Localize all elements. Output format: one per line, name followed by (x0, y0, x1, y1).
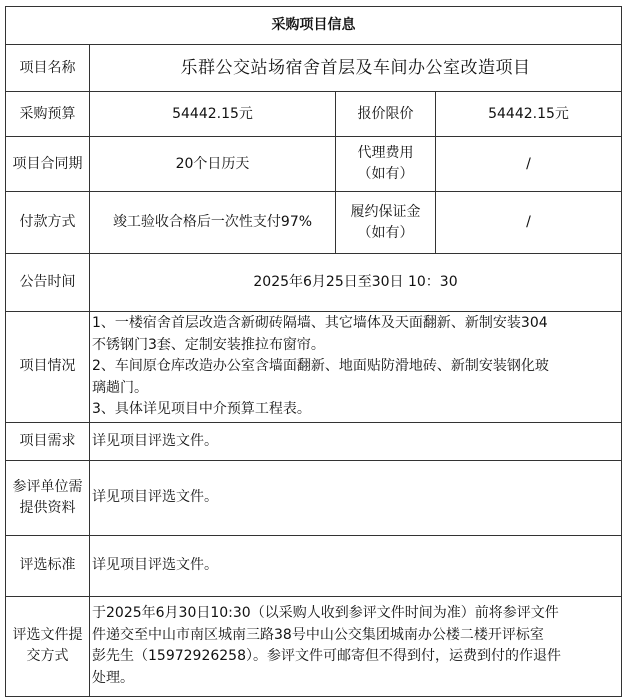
performance-bond-value: / (436, 192, 622, 254)
agent-fee-label-line1: 代理费用 (357, 145, 414, 161)
submission-label (6, 596, 90, 696)
table-row (6, 422, 622, 460)
procurement-info-table (5, 6, 622, 697)
submission-line: 彭先生（15972926258）。参评文件可邮寄但不得到付，运费到付的作退件 (92, 648, 561, 664)
table-row (6, 535, 622, 596)
submission-value (90, 596, 622, 696)
situation-line: 不锈钢门3套、定制安装推拉布窗帘。 (92, 336, 325, 353)
project-name-label: 项目名称 (6, 45, 90, 92)
table-row (6, 460, 622, 535)
table-row (6, 92, 622, 137)
project-name-value: 乐群公交站场宿舍首层及车间办公室改造项目 (90, 45, 622, 92)
materials-label-line2: 提供资料 (19, 499, 76, 516)
table-row (6, 254, 622, 312)
materials-label (6, 460, 90, 535)
situation-line: 1、一楼宿舍首层改造含新砌砖隔墙、其它墙体及天面翻新、新制安装304 (92, 315, 548, 331)
submission-line: 件递交至中山市南区城南三路38号中山公交集团城南办公楼二楼开评标室 (92, 626, 544, 643)
price-limit-value: 54442.15元 (436, 92, 622, 137)
materials-label-line1: 参评单位需 (12, 478, 83, 495)
announce-time-label: 公告时间 (6, 254, 90, 312)
criteria-value: 详见项目评选文件。 (90, 535, 622, 596)
table-row (6, 596, 622, 696)
situation-line: 璃趟门。 (92, 379, 148, 396)
submission-line: 处理。 (92, 669, 134, 686)
criteria-label: 评选标准 (6, 535, 90, 596)
demand-label: 项目需求 (6, 422, 90, 460)
submission-label-line1: 评选文件提 (12, 627, 83, 643)
table-row (6, 45, 622, 92)
materials-value: 详见项目评选文件。 (90, 460, 622, 535)
demand-value: 详见项目评选文件。 (90, 422, 622, 460)
payment-value: 竣工验收合格后一次性支付97% (90, 192, 336, 254)
budget-value: 54442.15元 (90, 92, 336, 137)
budget-label: 采购预算 (6, 92, 90, 137)
submission-label-line2: 交方式 (26, 648, 69, 664)
agent-fee-label (336, 137, 436, 192)
submission-line: 于2025年6月30日10:30（以采购人收到参评文件时间为准）前将参评文件 (92, 605, 559, 621)
agent-fee-label-line2: （如有） (357, 166, 414, 182)
situation-line: 2、车间原仓库改造办公室含墙面翻新、地面贴防滑地砖、新制安装钢化玻 (92, 358, 549, 374)
table-row (6, 137, 622, 192)
price-limit-label: 报价限价 (336, 92, 436, 137)
situation-label: 项目情况 (6, 312, 90, 423)
bond-label-line2: （如有） (357, 224, 414, 241)
payment-label: 付款方式 (6, 192, 90, 254)
table-row (6, 192, 622, 254)
bond-label-line1: 履约保证金 (350, 203, 421, 220)
situation-value (90, 312, 622, 423)
situation-line: 3、具体详见项目中介预算工程表。 (92, 401, 311, 417)
agent-fee-value: / (436, 137, 622, 192)
contract-period-label: 项目合同期 (6, 137, 90, 192)
contract-period-value: 20个日历天 (90, 137, 336, 192)
performance-bond-label (336, 192, 436, 254)
table-title: 采购项目信息 (6, 7, 622, 45)
table-row (6, 312, 622, 423)
announce-time-value: 2025年6月25日至30日 10：30 (90, 254, 622, 312)
